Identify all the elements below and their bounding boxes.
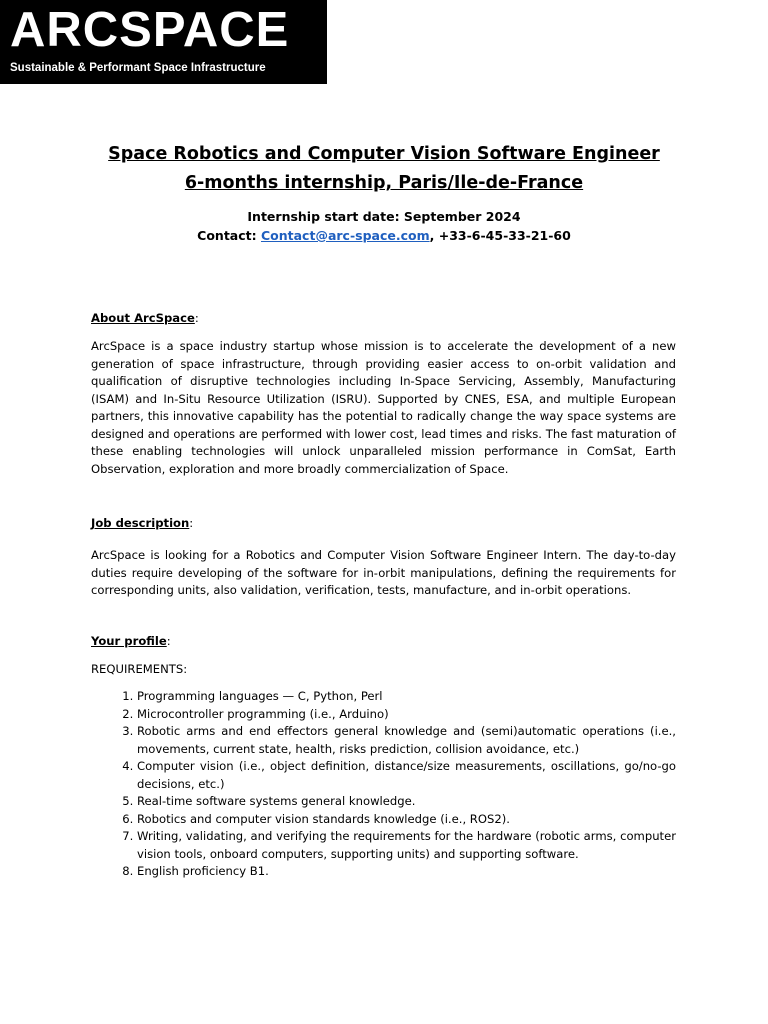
job-paragraph: ArcSpace is looking for a Robotics and Computer Vision Software Engineer Intern. The day-to-day duties require developing of the software for in-orbit manipulations, defining the requirements for corresponding units, also validation, verification, tests, manufacture, and in-orbit operations. xyxy=(91,548,676,597)
list-item: 3. Robotic arms and end effectors general knowledge and (semi)automatic operations (i.e., movements, current state, health, risks prediction, collision avoidance, etc.) xyxy=(137,723,676,758)
job-heading xyxy=(91,515,676,533)
list-item: 7. Writing, validating, and verifying the requirements for the hardware (robotic arms, computer vision tools, onboard computers, supporting units) and supporting software. xyxy=(137,828,676,863)
list-item: 1. Programming languages — C, Python, Perl xyxy=(137,688,676,706)
page-title: Space Robotics and Computer Vision Software Engineer xyxy=(108,144,660,164)
profile-heading xyxy=(91,633,676,651)
about-paragraph: ArcSpace is a space industry startup whose mission is to accelerate the development of a new generation of space infrastructure, through providing easier access to on-orbit validation and qualification of disruptive technologies including In-Space Servicing, Assembly, Manufacturing (ISAM) and In-Situ Resource Utilization (ISRU). Supported by CNES, ESA, and multiple European partners, this innovative capability has the potential to radically change the way space systems are designed and operations are performed with lower cost, lead times and risks. The fast maturation of these enabling technologies will unlock unparalleled mission performance in ComSat, Earth Observation, exploration and more broadly commercialization of Space. xyxy=(91,339,676,476)
about-heading-label: About ArcSpace xyxy=(91,311,195,325)
job-heading-label: Job description xyxy=(91,516,190,530)
contact-label: Contact: xyxy=(197,228,261,243)
arcspace-logo xyxy=(0,0,327,84)
list-item: 6. Robotics and computer vision standards knowledge (i.e., ROS2). xyxy=(137,811,676,829)
about-heading xyxy=(91,310,676,328)
job-heading-colon: : xyxy=(189,516,194,530)
contact-email-link[interactable]: Contact@arc-space.com xyxy=(260,228,430,243)
list-item: 2. Microcontroller programming (i.e., Arduino) xyxy=(137,706,676,724)
logo-wordmark: ARCSPACE xyxy=(10,3,290,57)
page-subtitle: 6-months internship, Paris/Ile-de-France xyxy=(184,173,584,193)
profile-heading-label: Your profile xyxy=(91,634,167,648)
requirements-label: REQUIREMENTS: xyxy=(91,662,188,676)
logo-tagline: Sustainable & Performant Space Infrastructure xyxy=(10,62,266,74)
list-item: 4. Computer vision (i.e., object definition, distance/size measurements, oscillations, go/no-go decisions, etc.) xyxy=(137,758,676,793)
requirements-list xyxy=(91,688,676,881)
list-item: 5. Real-time software systems general knowledge. xyxy=(137,793,676,811)
contact-phone: , +33-6-45-33-21-60 xyxy=(429,228,571,243)
contact-line xyxy=(0,226,768,245)
profile-heading-colon: : xyxy=(166,634,171,648)
about-heading-colon: : xyxy=(194,311,199,325)
start-date: Internship start date: September 2024 xyxy=(247,209,521,224)
list-item: 8. English proficiency B1. xyxy=(137,863,676,881)
